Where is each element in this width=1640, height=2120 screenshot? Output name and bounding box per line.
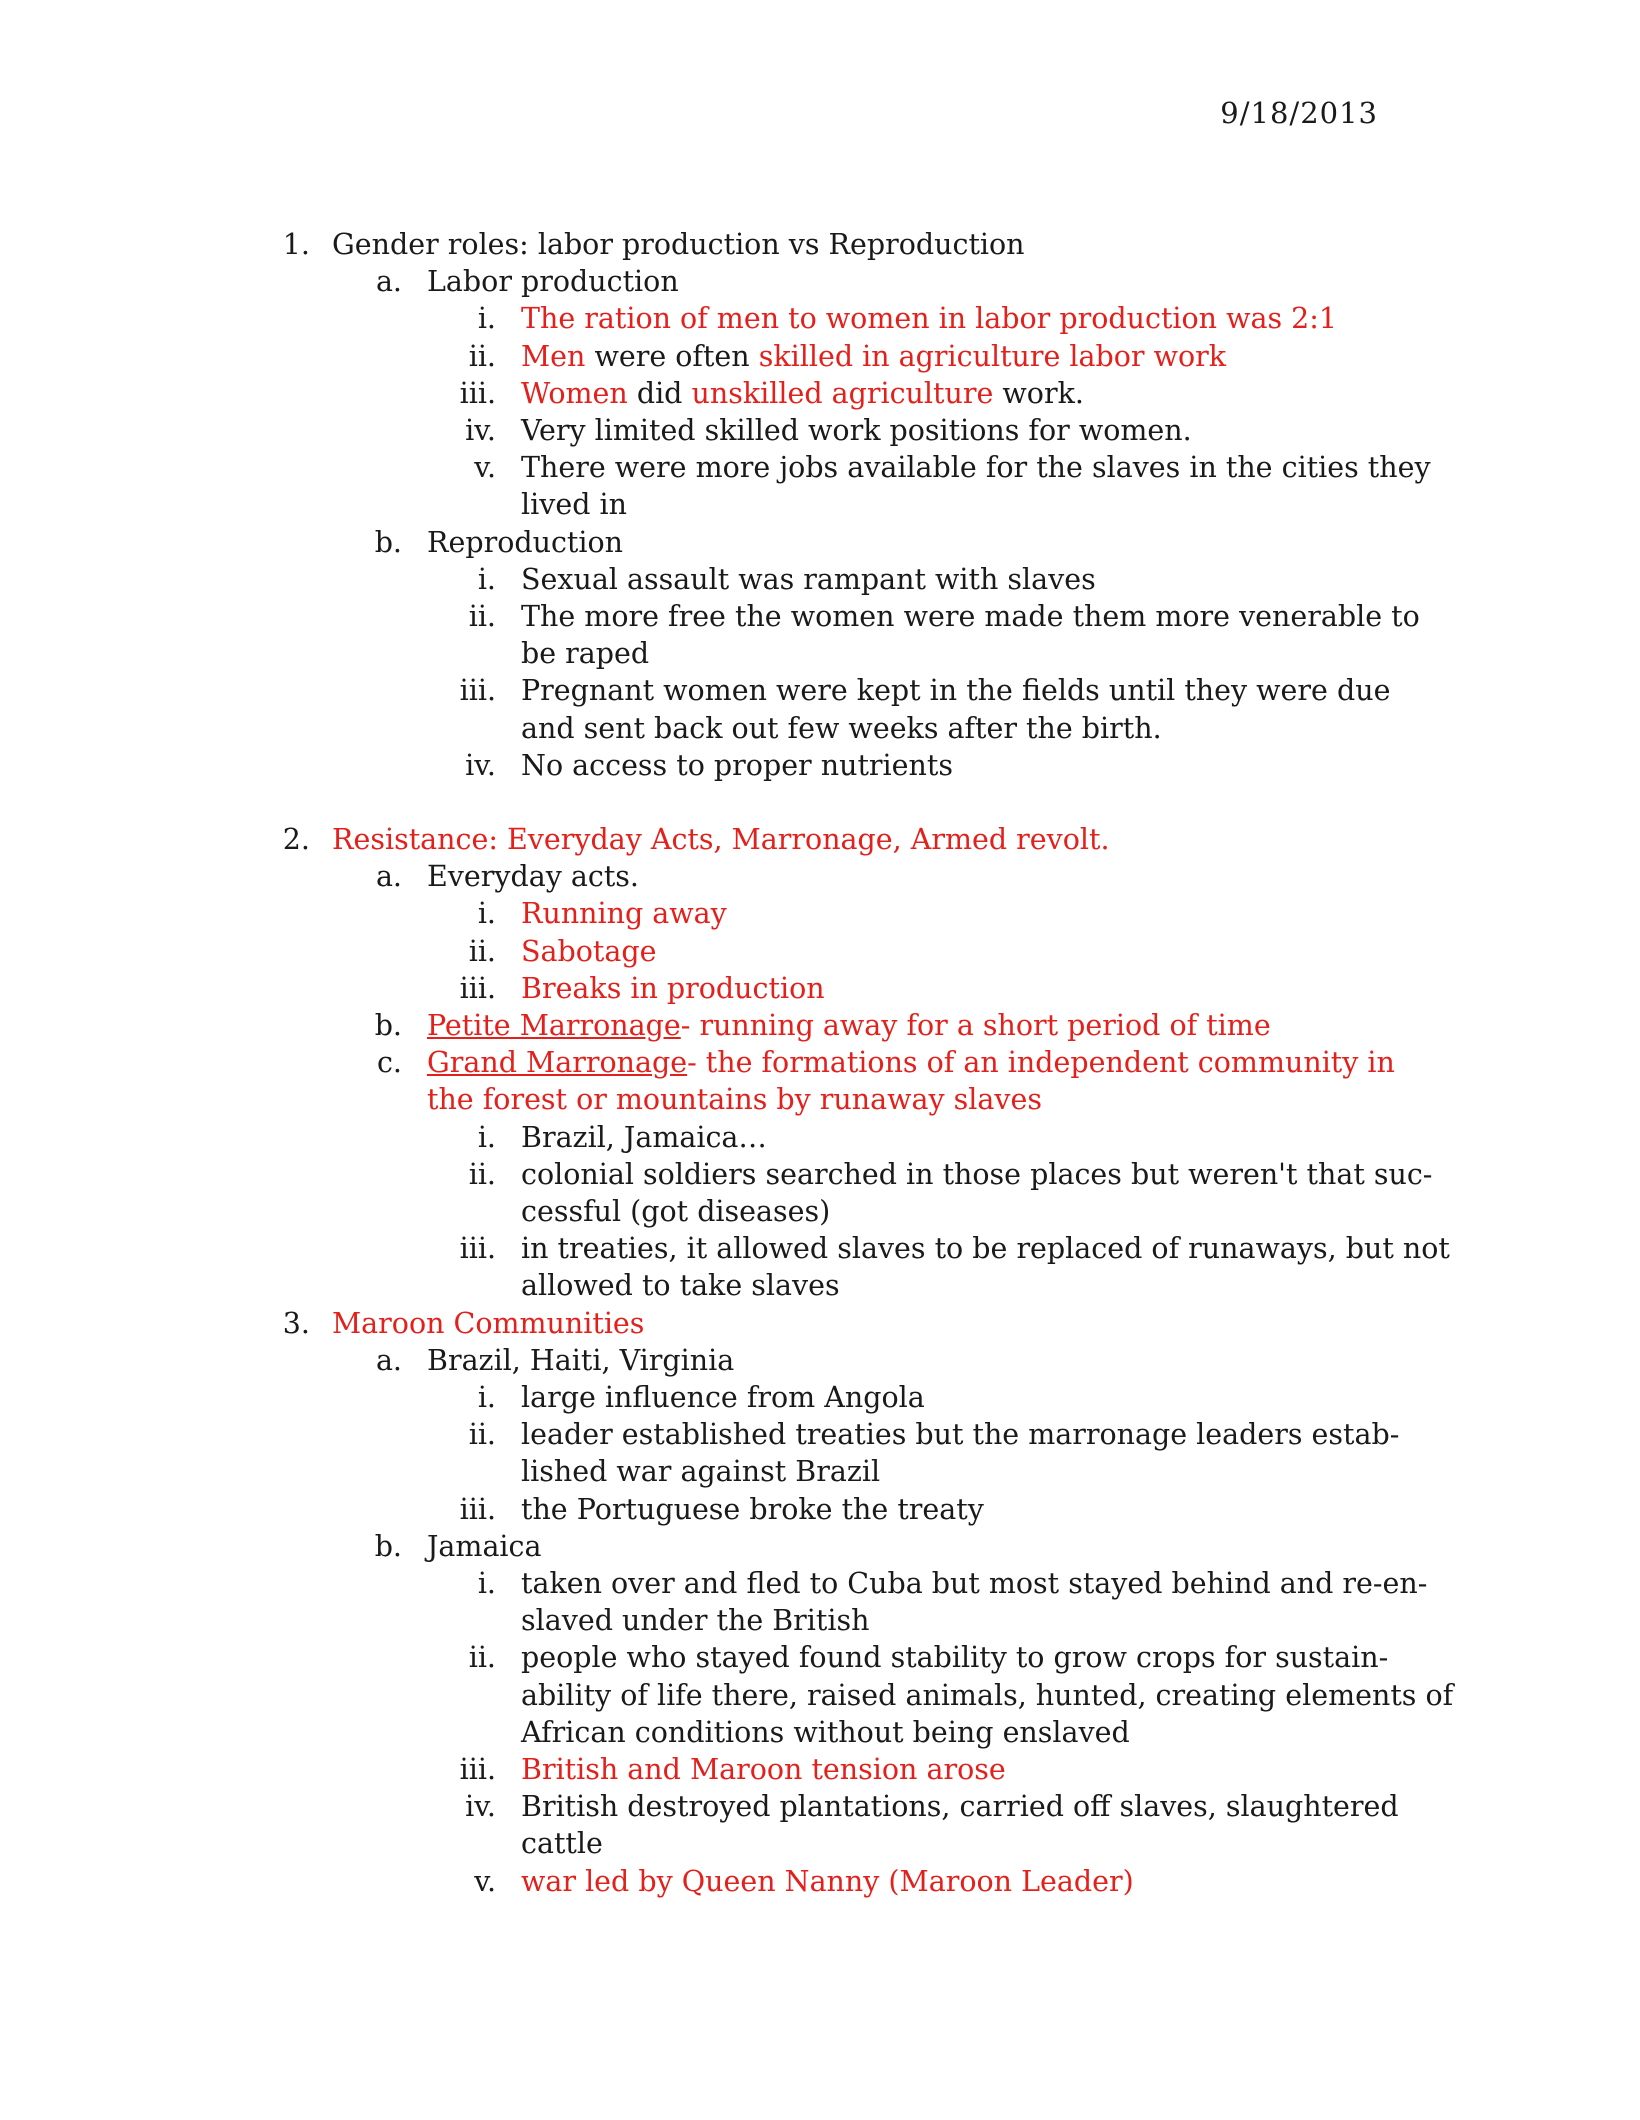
outline-marker: iii. <box>459 674 496 708</box>
outline-marker: 2. <box>282 823 310 856</box>
outline-text <box>427 858 639 895</box>
outline-text <box>332 226 1025 263</box>
outline-marker: iii. <box>459 1492 496 1526</box>
outline-marker: ii. <box>468 339 496 373</box>
outline-text <box>521 1379 925 1416</box>
text-run: slaved under the British <box>521 1604 870 1638</box>
outline-text <box>521 895 727 932</box>
outline-text <box>521 1677 1453 1714</box>
outline-marker: iii. <box>459 1753 496 1786</box>
outline-text <box>521 1193 830 1230</box>
outline-text <box>521 1267 840 1304</box>
text-run: colonial soldiers searched in those places but weren't that suc- <box>521 1157 1433 1191</box>
outline-text <box>521 598 1420 635</box>
outline-marker: i. <box>477 1381 496 1414</box>
text-run: in treaties, it allowed slaves to be replaced of runaways, but not <box>521 1232 1450 1266</box>
text-run: Labor production <box>427 265 679 299</box>
text-run: unskilled agriculture <box>691 376 994 410</box>
outline-marker: ii. <box>468 1418 496 1452</box>
text-run: cessful (got diseases) <box>521 1195 831 1228</box>
outline-text <box>521 1491 984 1528</box>
text-run: skilled in agriculture labor work <box>758 339 1227 373</box>
outline-text <box>521 1565 1427 1602</box>
outline-text <box>427 1007 1271 1044</box>
text-run: and sent back out few weeks after the birth. <box>521 711 1162 745</box>
text-run: lived in <box>521 488 627 522</box>
outline-text <box>521 1416 1399 1453</box>
text-run: African conditions without being enslaved <box>521 1715 1130 1749</box>
text-run: The more free the women were made them more venerable to <box>521 600 1420 633</box>
outline-marker: iii. <box>459 971 496 1005</box>
outline-text <box>427 524 623 561</box>
outline-marker: 3. <box>282 1306 310 1340</box>
outline-text <box>427 1044 1395 1081</box>
outline-text <box>521 1453 880 1490</box>
text-run: No access to proper nutrients <box>521 748 953 782</box>
outline-marker: a. <box>375 1343 402 1377</box>
outline-text <box>427 263 679 300</box>
outline-text <box>521 300 1337 337</box>
outline-text <box>521 672 1390 709</box>
text-run: the forest or mountains by runaway slaves <box>427 1083 1043 1117</box>
text-run: Breaks in production <box>521 971 825 1005</box>
text-run: people who stayed found stability to grow crops for sustain- <box>521 1641 1389 1675</box>
outline-marker: b. <box>374 1529 402 1563</box>
document-date: 9/18/2013 <box>1220 96 1378 130</box>
text-run: Maroon Communities <box>332 1306 645 1340</box>
outline-marker: v. <box>474 1864 496 1898</box>
underlined-term: Grand Marronage <box>427 1046 688 1080</box>
text-run: Women <box>521 376 628 410</box>
text-run: Men <box>521 339 586 373</box>
outline-text <box>521 1825 603 1862</box>
outline-text <box>332 1305 644 1342</box>
text-run: be raped <box>521 637 650 671</box>
outline-marker: ii. <box>468 934 496 968</box>
text-run: British and Maroon tension arose <box>521 1753 1006 1786</box>
outline-text <box>427 1528 542 1565</box>
outline-text <box>521 1230 1450 1267</box>
text-run: leader established treaties but the marronage leaders estab- <box>521 1418 1400 1452</box>
outline-text <box>521 747 953 784</box>
outline-marker: a. <box>375 860 402 894</box>
text-run: Sabotage <box>521 934 657 968</box>
outline-text <box>521 635 649 672</box>
text-run: Pregnant women were kept in the fields until they were due <box>521 674 1391 708</box>
text-run: were often <box>585 339 759 373</box>
outline-text <box>521 486 627 523</box>
text-run: Gender roles: labor production vs Reproduction <box>332 228 1025 261</box>
text-run: Brazil, Jamaica… <box>521 1120 767 1154</box>
outline-text <box>521 561 1096 598</box>
text-run: There were more jobs available for the slaves in the cities they <box>521 451 1431 485</box>
text-run: - the formations of an independent community in <box>687 1046 1395 1080</box>
outline-marker: ii. <box>468 1157 496 1191</box>
outline-text <box>427 1081 1042 1118</box>
outline-text <box>521 449 1431 486</box>
outline-text <box>521 1788 1399 1825</box>
outline-text <box>521 1714 1130 1751</box>
outline-marker: v. <box>474 451 496 485</box>
outline-marker: 1. <box>282 228 310 261</box>
underlined-term: Petite Marronage <box>427 1009 681 1042</box>
outline-marker: iii. <box>459 1232 496 1266</box>
outline-text <box>427 1342 734 1379</box>
text-run: Jamaica <box>427 1529 542 1563</box>
text-run: Very limited skilled work positions for women. <box>521 414 1192 447</box>
outline-text <box>521 933 656 970</box>
outline-text <box>521 710 1162 747</box>
outline-marker: b. <box>374 525 402 559</box>
outline-text <box>521 1751 1006 1788</box>
text-run: Resistance: Everyday Acts, Marronage, Armed revolt. <box>332 823 1110 856</box>
outline-text <box>521 1156 1432 1193</box>
outline-marker: iv. <box>465 1790 496 1824</box>
outline-marker: i. <box>477 1120 496 1154</box>
outline-text <box>521 1602 869 1639</box>
text-run: allowed to take slaves <box>521 1269 840 1303</box>
outline-text <box>521 338 1226 375</box>
outline-text <box>521 1639 1388 1676</box>
outline-text <box>521 1863 1134 1900</box>
outline-marker: ii. <box>468 600 496 633</box>
text-run: Brazil, Haiti, Virginia <box>427 1343 735 1377</box>
outline-marker: i. <box>477 302 496 336</box>
text-run: the Portuguese broke the treaty <box>521 1492 984 1526</box>
text-run: British destroyed plantations, carried off slaves, slaughtered <box>521 1790 1399 1824</box>
text-run: Everyday acts. <box>427 860 639 894</box>
text-run: did <box>627 376 692 410</box>
text-run: taken over and fled to Cuba but most stayed behind and re-en- <box>521 1567 1428 1600</box>
text-run: large influence from Angola <box>521 1381 925 1414</box>
outline-marker: iv. <box>465 748 496 782</box>
text-run: work. <box>993 376 1084 410</box>
outline-marker: iv. <box>465 414 496 447</box>
outline-text <box>521 375 1084 412</box>
text-run: Running away <box>521 897 727 931</box>
outline-marker: iii. <box>459 376 496 410</box>
outline-text <box>521 1119 767 1156</box>
outline-text <box>332 821 1110 858</box>
text-run: ability of life there, raised animals, hunted, creating elements of <box>521 1678 1454 1712</box>
text-run: Sexual assault was rampant with slaves <box>521 562 1096 596</box>
outline-marker: ii. <box>468 1641 496 1675</box>
text-run: - running away for a short period of time <box>680 1009 1271 1042</box>
outline-marker: c. <box>376 1046 402 1080</box>
outline-text <box>521 412 1192 449</box>
text-run: cattle <box>521 1827 603 1861</box>
outline-marker: i. <box>477 897 496 931</box>
outline-marker: b. <box>374 1009 402 1042</box>
text-run: war led by Queen Nanny (Maroon Leader) <box>521 1864 1134 1898</box>
text-run: lished war against Brazil <box>521 1455 881 1489</box>
outline-marker: i. <box>477 562 496 596</box>
text-run: Reproduction <box>427 525 623 559</box>
outline-marker: a. <box>375 265 402 299</box>
outline-text <box>521 970 825 1007</box>
text-run: The ration of men to women in labor production was 2:1 <box>521 302 1338 336</box>
outline-marker: i. <box>477 1567 496 1600</box>
